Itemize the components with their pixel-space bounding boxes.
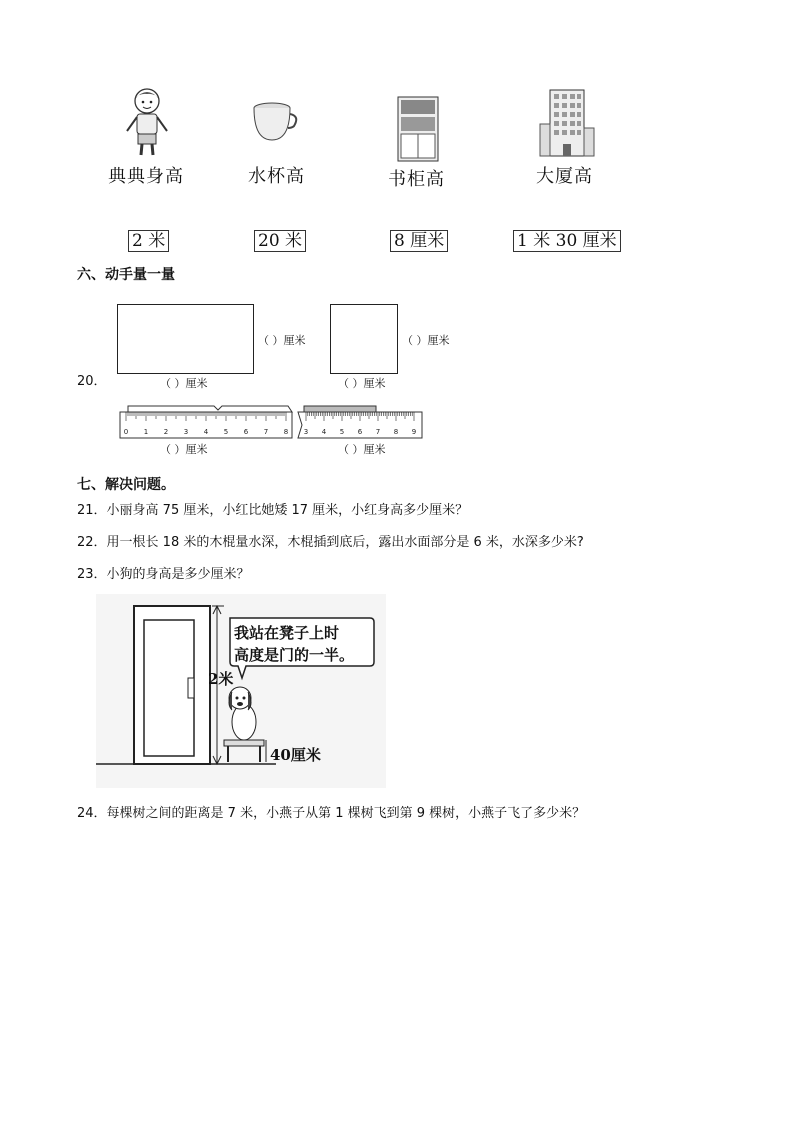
section-title-7: 七、解决问题。 — [77, 477, 175, 493]
ruler-left-label: 7 — [263, 428, 269, 436]
item-label-child: 典典身高 — [108, 166, 184, 187]
square-shape — [330, 304, 398, 374]
ruler-left-blank: （ ）厘米 — [160, 443, 208, 456]
child-image — [122, 85, 172, 160]
door-height-label: 2米 — [208, 670, 234, 688]
value-box-cup: 20 米 — [254, 230, 306, 252]
item-label-cup: 水杯高 — [248, 166, 305, 187]
bookcase-image — [396, 95, 440, 163]
ruler-right-label: 3 — [303, 428, 309, 436]
ruler-right-label: 7 — [375, 428, 381, 436]
speech-bubble-text — [234, 622, 354, 666]
building-image — [536, 88, 598, 158]
question-22: 22．用一根长 18 米的木棍量水深，木棍插到底后，露出水面部分是 6 米，水深多少米? — [77, 535, 584, 550]
question-21: 21．小丽身高 75 厘米，小红比她矮 17 厘米，小红身高多少厘米？ — [77, 503, 469, 518]
square-height-blank: （ ）厘米 — [402, 334, 450, 347]
question-20-number: 20． — [77, 374, 107, 389]
question-24: 24．每棵树之间的距离是 7 米，小燕子从第 1 棵树飞到第 9 棵树，小燕子飞了多少米？ — [77, 806, 586, 821]
item-label-bookcase: 书柜高 — [388, 169, 445, 190]
ruler-left-label: 0 — [123, 428, 129, 436]
ruler-right-label: 4 — [321, 428, 327, 436]
ruler-left-label: 1 — [143, 428, 149, 436]
rectangle-width-blank: （ ）厘米 — [160, 377, 208, 390]
ruler-left-label: 8 — [283, 428, 289, 436]
stool-height-label: 40厘米 — [270, 746, 321, 764]
square-width-blank: （ ）厘米 — [338, 377, 386, 390]
rectangle-shape — [117, 304, 254, 374]
value-box-bookcase: 8 厘米 — [390, 230, 448, 252]
item-label-building: 大厦高 — [536, 166, 593, 187]
question-23: 23．小狗的身高是多少厘米？ — [77, 567, 250, 582]
ruler-left-label: 6 — [243, 428, 249, 436]
ruler-right-label: 5 — [339, 428, 345, 436]
rectangle-height-blank: （ ）厘米 — [258, 334, 306, 347]
ruler-left — [118, 404, 296, 440]
ruler-left-label: 5 — [223, 428, 229, 436]
section-title-6: 六、动手量一量 — [77, 267, 175, 283]
ruler-right-label: 9 — [411, 428, 417, 436]
ruler-left-label: 2 — [163, 428, 169, 436]
speech-line-2: 高度是门的一半。 — [234, 646, 355, 664]
value-box-child: 2 米 — [128, 230, 169, 252]
ruler-right-label: 6 — [357, 428, 363, 436]
ruler-right-label: 8 — [393, 428, 399, 436]
value-box-building: 1 米 30 厘米 — [513, 230, 621, 252]
ruler-left-label: 4 — [203, 428, 209, 436]
ruler-left-label: 3 — [183, 428, 189, 436]
ruler-right-blank: （ ）厘米 — [338, 443, 386, 456]
cup-image — [250, 100, 302, 144]
ruler-right — [294, 404, 426, 440]
speech-line-1: 我站在凳子上时 — [234, 624, 340, 642]
